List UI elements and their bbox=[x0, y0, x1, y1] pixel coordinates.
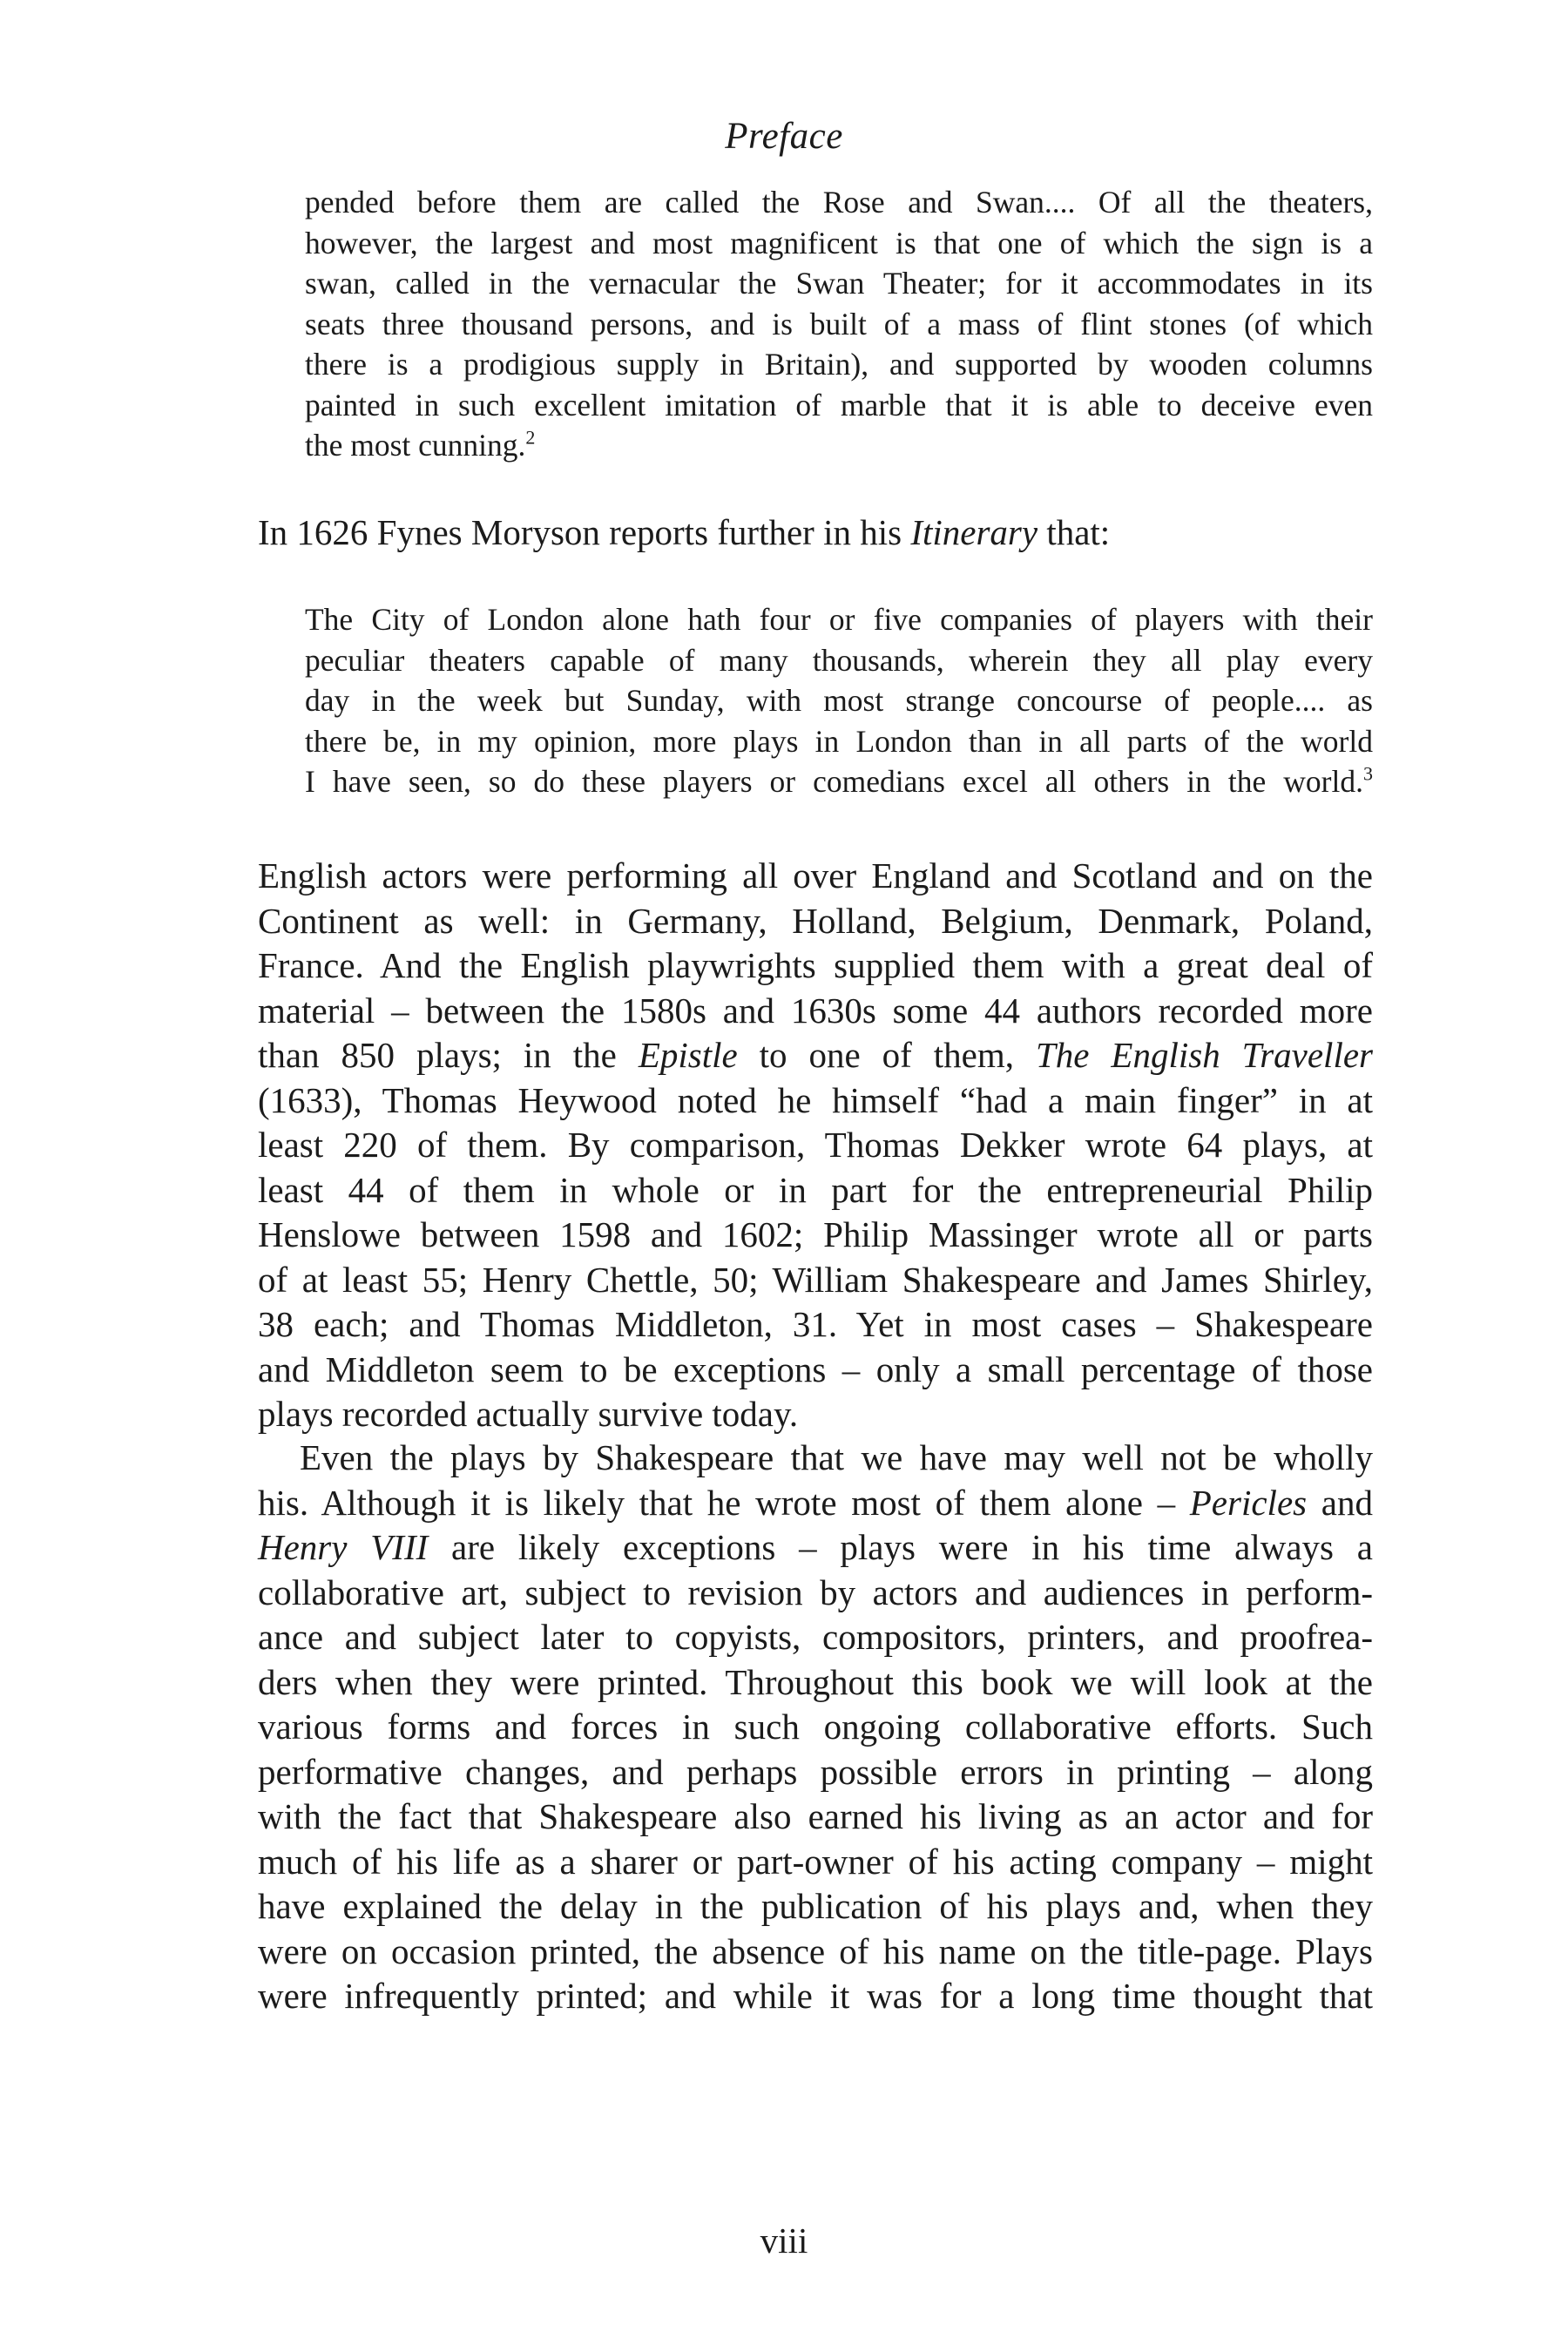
intro-sentence bbox=[258, 510, 1373, 556]
italic-title: The English Traveller bbox=[1035, 1035, 1373, 1075]
quote-line: however, the largest and most magnificent is that one of which the sign is a bbox=[305, 225, 1373, 260]
paragraph-line: plays recorded actually survive today. bbox=[258, 1394, 799, 1434]
paragraph-line: least 220 of them. By comparison, Thomas Dekker wrote 64 plays, at bbox=[258, 1125, 1373, 1165]
paragraph-line: were infrequently printed; and while it was for a long time thought that bbox=[258, 1976, 1373, 2016]
text-run: to one of them, bbox=[737, 1035, 1036, 1075]
paragraph-line: much of his life as a sharer or part-owner of his acting company – might bbox=[258, 1841, 1373, 1882]
paragraph-line: France. And the English playwrights supplied them with a great deal of bbox=[258, 945, 1373, 985]
quote-line-text: I have seen, so do these players or comedians excel all others in the world. bbox=[305, 764, 1363, 799]
paragraph-line: material – between the 1580s and 1630s some 44 authors recorded more bbox=[258, 990, 1373, 1031]
paragraph-line: Even the plays by Shakespeare that we have may well not be wholly bbox=[300, 1437, 1373, 1477]
quote-line: there is a prodigious supply in Britain), and supported by wooden columns bbox=[305, 347, 1373, 382]
block-quote-moryson bbox=[305, 599, 1373, 802]
paragraph-line: have explained the delay in the publication of his plays and, when they bbox=[258, 1886, 1373, 1926]
paragraph-line: ance and subject later to copyists, compositors, printers, and proofrea- bbox=[258, 1617, 1373, 1657]
quote-line: peculiar theaters capable of many thousands, wherein they all play every bbox=[305, 642, 1373, 678]
italic-title: Epistle bbox=[638, 1035, 738, 1075]
block-quote-hentzner bbox=[305, 182, 1373, 466]
intro-line bbox=[258, 510, 1373, 556]
footnote-ref: 2 bbox=[525, 426, 536, 449]
paragraph-line: least 44 of them in whole or in part for the entrepreneurial Philip bbox=[258, 1169, 1373, 1210]
quote-line-last bbox=[305, 425, 1373, 466]
italic-title: Henry VIII bbox=[258, 1527, 429, 1567]
text-run: and bbox=[1307, 1482, 1373, 1523]
book-title: Itinerary bbox=[910, 512, 1038, 552]
paragraph-line: with the fact that Shakespeare also earned his living as an actor and for bbox=[258, 1796, 1373, 1836]
paragraph-line: English actors were performing all over England and Scotland and on the bbox=[258, 855, 1373, 896]
footnote-ref: 3 bbox=[1363, 762, 1373, 785]
paragraph-line: performative changes, and perhaps possible errors in printing – along bbox=[258, 1751, 1373, 1792]
paragraph-line: various forms and forces in such ongoing collaborative efforts. Such bbox=[258, 1707, 1373, 1747]
running-head: Preface bbox=[725, 116, 843, 157]
paragraph-line bbox=[258, 1525, 1373, 1571]
quote-line: painted in such excellent imitation of marble that it is able to deceive even bbox=[305, 387, 1373, 422]
paragraph-line: ders when they were printed. Throughout this book we will look at the bbox=[258, 1661, 1373, 1702]
quote-line: swan, called in the vernacular the Swan Theater; for it accommodates in its bbox=[305, 266, 1373, 301]
italic-title: Pericles bbox=[1189, 1482, 1308, 1523]
quote-line-text: the most cunning. bbox=[305, 428, 526, 463]
paragraph-line bbox=[258, 1033, 1373, 1078]
text-run: his. Although it is likely that he wrote most of them alone – bbox=[258, 1482, 1190, 1523]
text-run: are likely exceptions – plays were in his time always a bbox=[428, 1527, 1373, 1567]
intro-text-end: that: bbox=[1037, 512, 1111, 552]
paragraph-line bbox=[258, 1481, 1373, 1526]
quote-line: The City of London alone hath four or five companies of players with their bbox=[305, 602, 1373, 637]
quote-line: there be, in my opinion, more plays in London than in all parts of the world bbox=[305, 723, 1373, 759]
paragraph-line: and Middleton seem to be exceptions – only a small percentage of those bbox=[258, 1348, 1373, 1389]
paragraph-shakespeare-plays bbox=[258, 1436, 1373, 2019]
page-number: viii bbox=[760, 2220, 808, 2261]
paragraph-line: of at least 55; Henry Chettle, 50; William Shakespeare and James Shirley, bbox=[258, 1259, 1373, 1300]
quote-line-last bbox=[305, 761, 1373, 802]
quote-line: day in the week but Sunday, with most strange concourse of people.... as bbox=[305, 683, 1373, 718]
paragraph-line: Continent as well: in Germany, Holland, Belgium, Denmark, Poland, bbox=[258, 900, 1373, 941]
text-run: than 850 plays; in the bbox=[258, 1035, 639, 1075]
paragraph-line: collaborative art, subject to revision by actors and audiences in perform- bbox=[258, 1571, 1373, 1612]
intro-text: In 1626 Fynes Moryson reports further in his bbox=[258, 512, 911, 552]
paragraph-line: Henslowe between 1598 and 1602; Philip Massinger wrote all or parts bbox=[258, 1214, 1373, 1254]
paragraph-line: 38 each; and Thomas Middleton, 31. Yet in most cases – Shakespeare bbox=[258, 1304, 1373, 1344]
quote-line: pended before them are called the Rose and Swan.... Of all the theaters, bbox=[305, 185, 1373, 220]
quote-line: seats three thousand persons, and is built of a mass of flint stones (of which bbox=[305, 306, 1373, 341]
paragraph-line: were on occasion printed, the absence of his name on the title-page. Plays bbox=[258, 1930, 1373, 1971]
paragraph-line: (1633), Thomas Heywood noted he himself “had a main finger” in at bbox=[258, 1079, 1373, 1120]
paragraph-english-actors bbox=[258, 854, 1373, 1437]
